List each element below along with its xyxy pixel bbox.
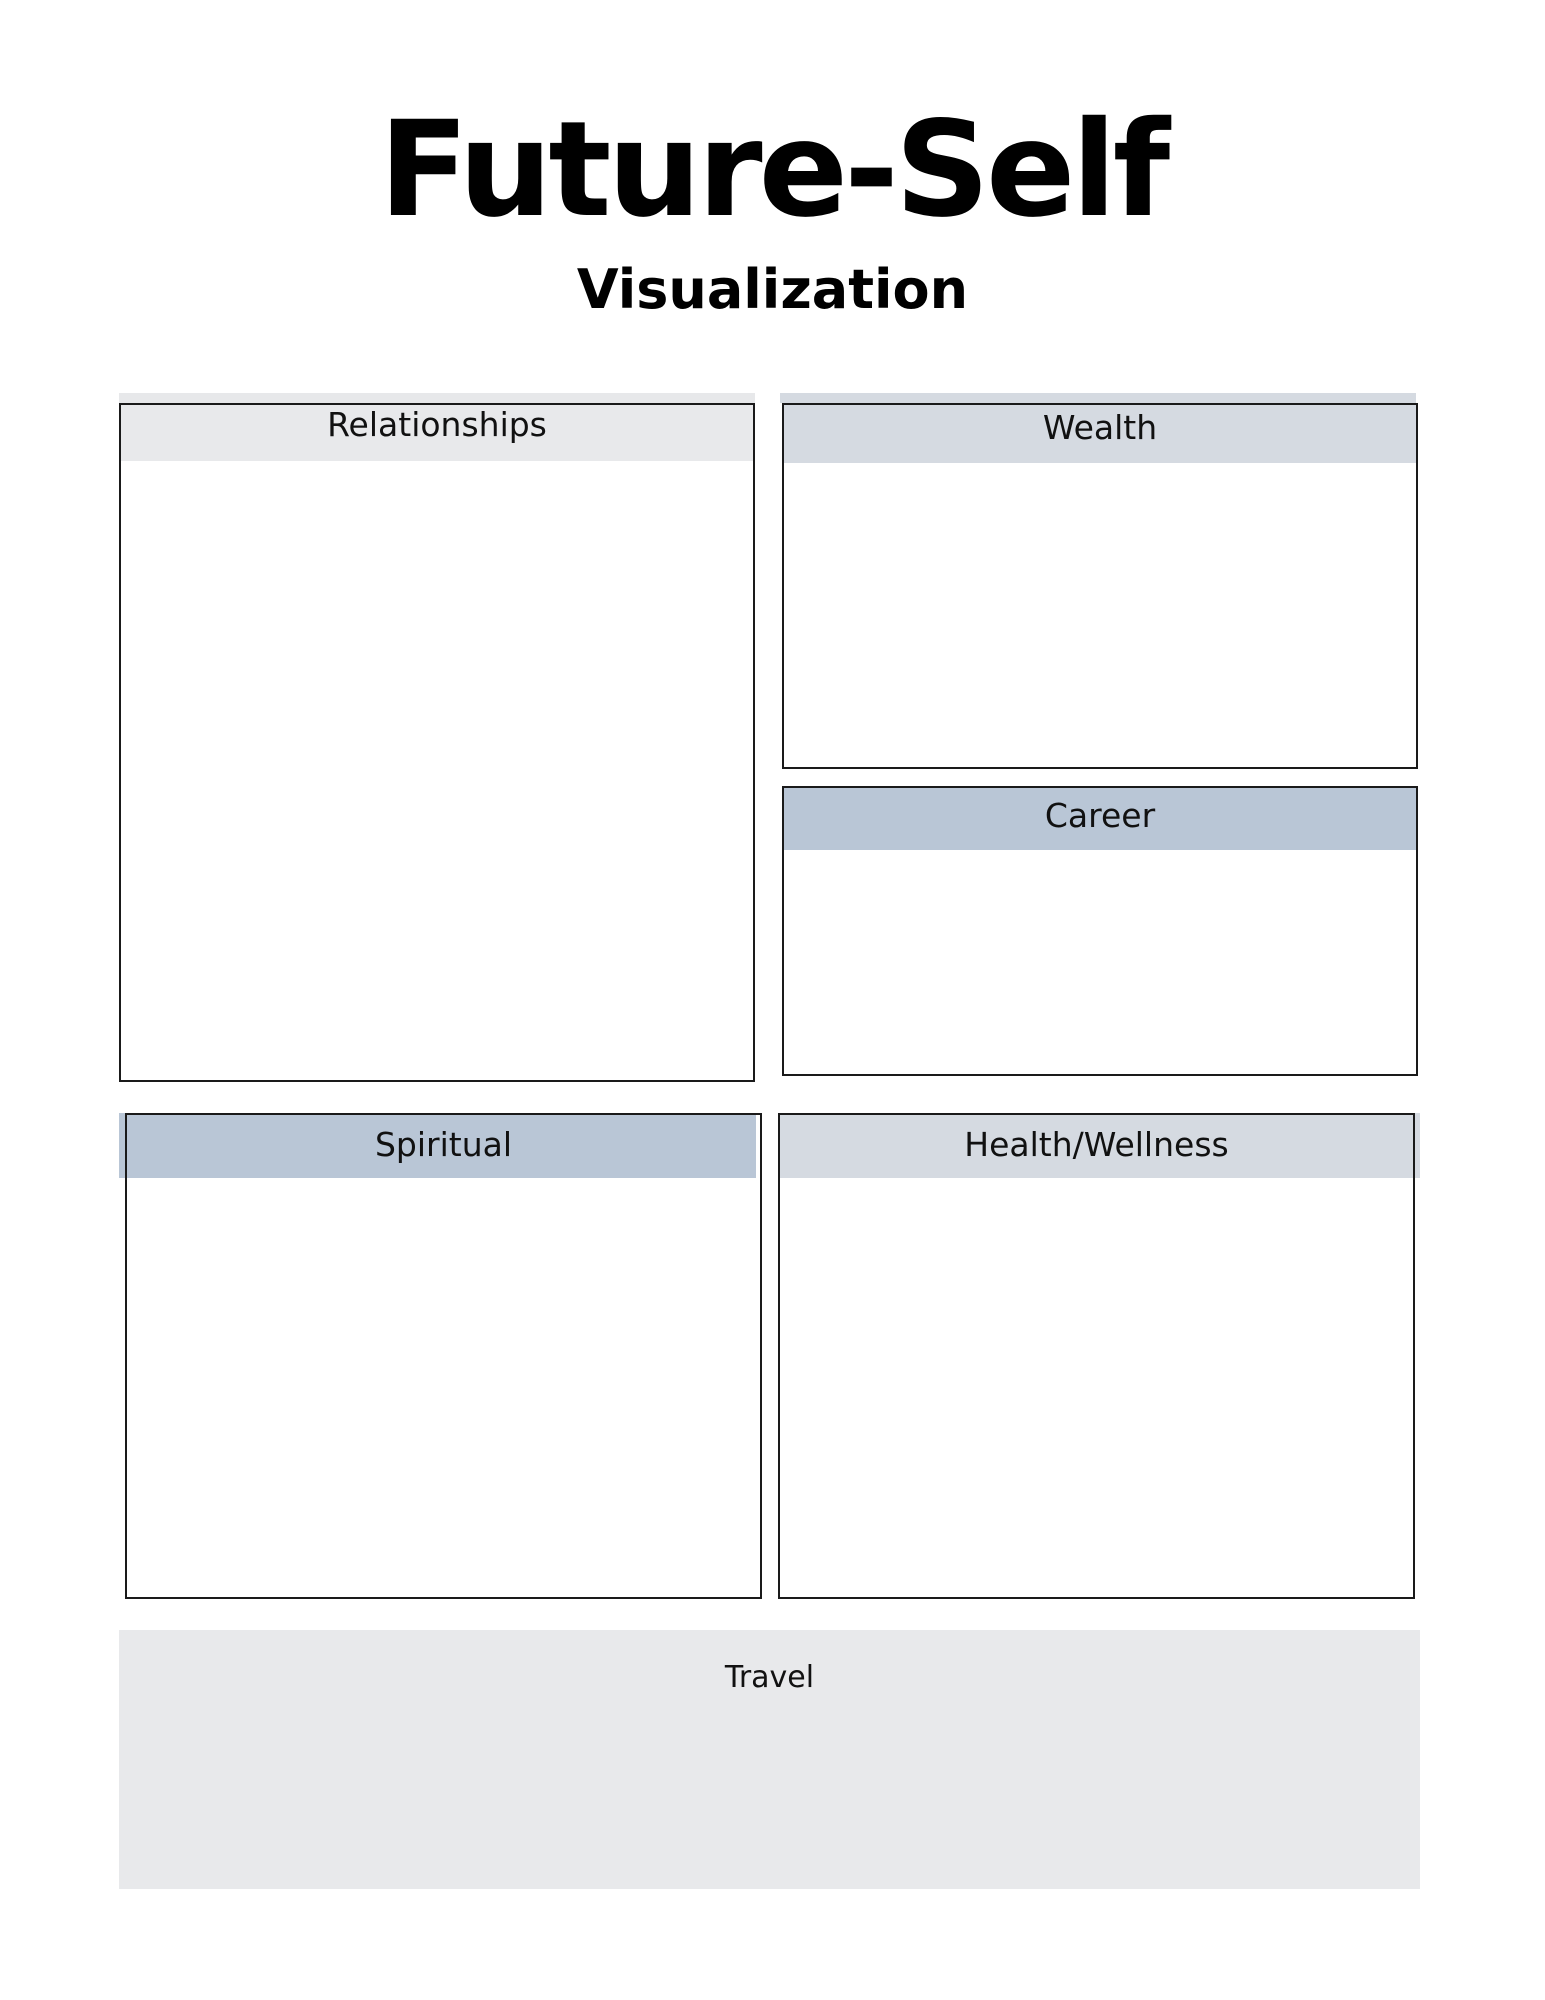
career-label: Career: [1044, 796, 1156, 835]
page-subtitle: Visualization: [576, 258, 969, 321]
spiritual-header: [127, 1115, 760, 1177]
relationships-box[interactable]: [119, 403, 755, 1082]
travel-label: Travel: [724, 1660, 815, 1695]
career-header: [784, 788, 1416, 850]
health-wellness-header: [780, 1115, 1413, 1177]
wealth-top-band: [780, 393, 1416, 403]
wealth-header: [784, 405, 1416, 463]
travel-box[interactable]: [119, 1630, 1420, 1889]
spiritual-box[interactable]: [125, 1113, 762, 1599]
wealth-box[interactable]: [782, 403, 1418, 769]
career-box[interactable]: [782, 786, 1418, 1076]
relationships-label: Relationships: [327, 405, 547, 444]
spiritual-label: Spiritual: [374, 1125, 513, 1164]
health-wellness-label: Health/Wellness: [964, 1125, 1229, 1164]
relationships-header: [121, 405, 753, 461]
wealth-label: Wealth: [1042, 408, 1158, 447]
health-wellness-box[interactable]: [778, 1113, 1415, 1599]
page-title: Future-Self: [378, 93, 1167, 247]
relationships-top-band: [119, 393, 755, 403]
